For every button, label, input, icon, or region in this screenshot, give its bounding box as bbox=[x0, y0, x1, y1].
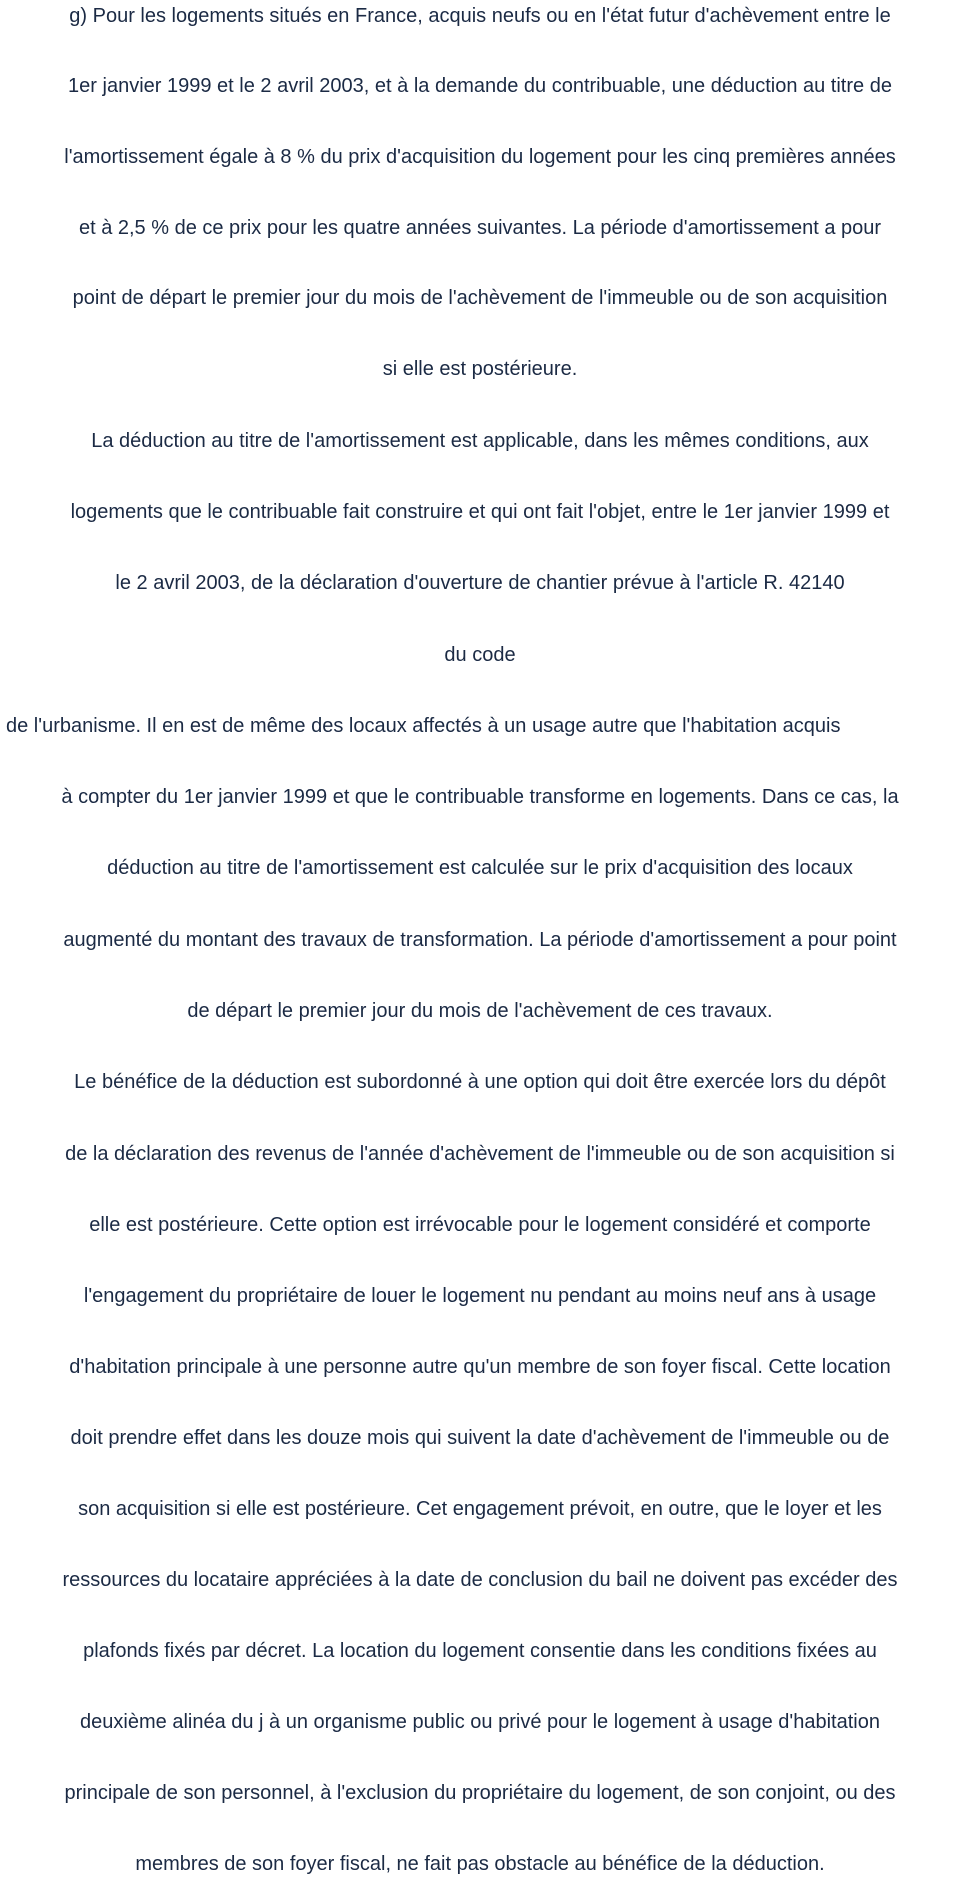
text-line: La déduction au titre de l'amortissement est applicable, dans les mêmes conditions, aux bbox=[91, 430, 869, 452]
text-line: d'habitation principale à une personne autre qu'un membre de son foyer fiscal. Cette location bbox=[69, 1356, 891, 1378]
text-line: plafonds fixés par décret. La location du logement consentie dans les conditions fixées au bbox=[83, 1640, 877, 1662]
text-line: à compter du 1er janvier 1999 et que le contribuable transforme en logements. Dans ce cas, la bbox=[61, 786, 899, 808]
text-line: Le bénéfice de la déduction est subordonné à une option qui doit être exercée lors du dépôt bbox=[74, 1071, 886, 1093]
text-line: de départ le premier jour du mois de l'achèvement de ces travaux. bbox=[187, 1000, 773, 1022]
text-line: logements que le contribuable fait construire et qui ont fait l'objet, entre le 1er janvier 1999 et bbox=[70, 501, 890, 523]
text-line: déduction au titre de l'amortissement est calculée sur le prix d'acquisition des locaux bbox=[107, 857, 853, 879]
text-line: doit prendre effet dans les douze mois qui suivent la date d'achèvement de l'immeuble ou de bbox=[70, 1427, 890, 1449]
text-line: point de départ le premier jour du mois de l'achèvement de l'immeuble ou de son acquisition bbox=[72, 287, 888, 309]
text-line: principale de son personnel, à l'exclusion du propriétaire du logement, de son conjoint, ou des bbox=[64, 1782, 896, 1804]
text-line: le 2 avril 2003, de la déclaration d'ouverture de chantier prévue à l'article R. 42140 bbox=[115, 572, 845, 594]
text-line: et à 2,5 % de ce prix pour les quatre années suivantes. La période d'amortissement a pour bbox=[78, 217, 882, 239]
text-line: de la déclaration des revenus de l'année d'achèvement de l'immeuble ou de son acquisition si bbox=[65, 1143, 895, 1165]
text-line: de l'urbanisme. Il en est de même des locaux affectés à un usage autre que l'habitation acquis bbox=[6, 715, 841, 737]
text-line: du code bbox=[444, 644, 516, 666]
text-line: elle est postérieure. Cette option est irrévocable pour le logement considéré et comporte bbox=[89, 1214, 871, 1236]
text-line: g) Pour les logements situés en France, acquis neufs ou en l'état futur d'achèvement entre le bbox=[69, 5, 891, 27]
text-line: augmenté du montant des travaux de transformation. La période d'amortissement a pour point bbox=[63, 929, 897, 951]
text-line: deuxième alinéa du j à un organisme public ou privé pour le logement à usage d'habitation bbox=[80, 1711, 880, 1733]
text-line: son acquisition si elle est postérieure. Cet engagement prévoit, en outre, que le loyer et les bbox=[78, 1498, 882, 1520]
text-line: membres de son foyer fiscal, ne fait pas obstacle au bénéfice de la déduction. bbox=[135, 1853, 825, 1875]
text-line: l'amortissement égale à 8 % du prix d'acquisition du logement pour les cinq premières années bbox=[64, 146, 896, 168]
text-line: si elle est postérieure. bbox=[382, 358, 578, 380]
text-line: ressources du locataire appréciées à la date de conclusion du bail ne doivent pas excéder des bbox=[62, 1569, 898, 1591]
text-line: 1er janvier 1999 et le 2 avril 2003, et à la demande du contribuable, une déduction au titre de bbox=[68, 75, 892, 97]
text-line: l'engagement du propriétaire de louer le logement nu pendant au moins neuf ans à usage bbox=[83, 1285, 877, 1307]
